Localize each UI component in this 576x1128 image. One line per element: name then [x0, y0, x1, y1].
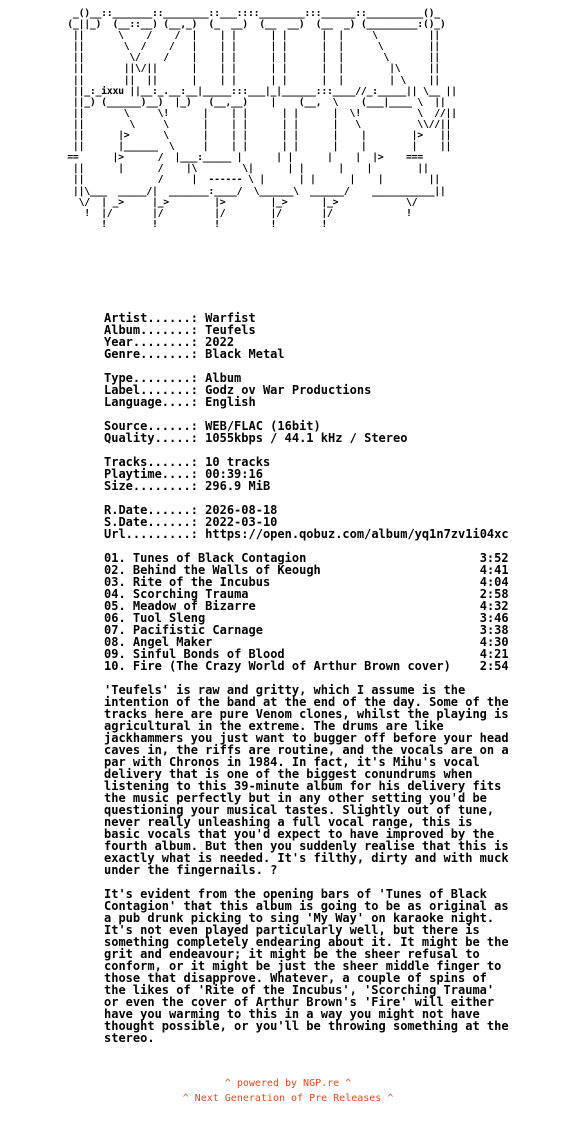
track-number: 10. [104, 659, 126, 673]
artist-value: Warfist [205, 311, 256, 325]
quality-value: 1055kbps / 44.1 kHz / Stereo [205, 431, 408, 445]
track-number: 08. [104, 635, 126, 649]
track-duration: 4:04 [479, 575, 509, 589]
track-duration: 3:46 [479, 611, 509, 625]
language-value: English [205, 395, 256, 409]
label-label: Label.......: [104, 383, 198, 397]
album-label: Album.......: [104, 323, 198, 337]
track-number: 05. [104, 599, 126, 613]
footer-tagline: ^ Next Generation of Pre Releases ^ [182, 1093, 394, 1104]
year-label: Year........: [104, 335, 198, 349]
playtime-label: Playtime....: [104, 467, 198, 481]
rdate-value: 2026-08-18 [205, 503, 278, 517]
label-value: Godz ov War Productions [205, 383, 372, 397]
track-number: 01. [104, 551, 126, 565]
track-duration: 4:41 [479, 563, 509, 577]
track-duration: 3:52 [479, 551, 509, 565]
tracklist [104, 552, 509, 672]
track-title: Behind the Walls of Keough [132, 563, 321, 577]
track-title: Meadow of Bizarre [132, 599, 256, 613]
review-paragraph-1: 'Teufels' is raw and gritty, which I assume is the intention of the band at the end of the day. Some of the tracks here are pure Venom clones, whilst the playing is agricultural in the extreme. The drums are like jackhammers you just want to bugger off before your head caves in, the riffs are routine, and the vocals are on a par with Chronos in 1984. In fact, it's Mihu's vocal delivery that is one of the biggest conundrums when listening to this 39-minute album for his delivery fits the music perfectly but in any other setting you'd be questioning your musical tastes. Slightly out of tune, never really unleashing a full vocal range, this is basic vocals that you'd expect to have improved by the fourth album. But then you suddenly realise that this is exactly what is needed. It's filthy, dirty and with muck under the fingernails. ? [104, 683, 509, 877]
track-title: Tuol Sleng [132, 611, 206, 625]
size-value: 296.9 MiB [205, 479, 271, 493]
track-duration: 3:38 [479, 623, 509, 637]
artist-label: Artist......: [104, 311, 198, 325]
url-value[interactable]: https://open.qobuz.com/album/yq1n7zv1i04xc [205, 527, 509, 541]
track-title: Pacifistic Carnage [132, 623, 263, 637]
album-value: Teufels [205, 323, 256, 337]
ascii-art-logo: _()__::_______::________::___::::________:::______::__________()_ (_||_) (__::__) (__,_) (_ __) (__ __) (__ _) (_________:()_) || \ / / | | | | | | | \ || || \ / / | | | | | | | \ || || \/ / | | | | | | | \ || || ||\/|| | | | | | | | |\ || || || || | | | | | | | | \ || ||_:_ixxu ||__:_.__:__|_____:::___|_|______:::____//_:_____|| \__ || ||_) (______)__) |_) (__,__) | (__, \ (___|____ \ || || \ \! | | | | | | \! \ //|| || \ \ | | | | | | \ \\//|| || |> \ | | | | | | | |> || || |______ \ | | | | | | | | || == |> / |___:_____ | | | | | |> === || | / |\ \| | | | | || || / | ------ \ | | | | | || ||\___ _____/| _______:____/ \______\ ______/ ___________|| \/ | _> |_> |> |_> |_> \/ ! |/ |/ |/ |/ |/ ! ! ! ! ! ! [67, 8, 457, 230]
type-label: Type........: [104, 371, 198, 385]
source-value: WEB/FLAC (16bit) [205, 419, 321, 433]
review-text [104, 684, 509, 1044]
track-padding [451, 659, 480, 673]
url-label: Url.........: [104, 527, 198, 541]
track-title: Fire (The Crazy World of Arthur Brown cover) [132, 659, 451, 673]
track-number: 03. [104, 575, 126, 589]
footer-powered-by: ^ powered by NGP.re ^ [224, 1078, 352, 1089]
sdate-label: S.Date......: [104, 515, 198, 529]
track-duration: 4:32 [479, 599, 509, 613]
track-duration: 4:30 [479, 635, 509, 649]
tracks-value: 10 tracks [205, 455, 271, 469]
track-duration: 4:21 [479, 647, 509, 661]
info-language-row [104, 396, 509, 408]
size-label: Size........: [104, 479, 198, 493]
track-title: Scorching Trauma [132, 587, 249, 601]
review-paragraph-2: It's evident from the opening bars of 'Tunes of Black Contagion' that this album is going to be as original as a pub drunk picking to sing 'My Way' on karaoke night. It's not even played particularly well, but there is something completely endearing about it. It might be the grit and endeavour; it might be the sheer refusal to conform, or it might be just the sheer middle finger to those that disapprove. Whatever, a couple of spins of the likes of 'Rite of the Incubus', 'Scorching Trauma' or even the cover of Arthur Brown's 'Fire' will either have you warming to this in a way you might not have thought possible, or you'll be throwing something at the stereo. [104, 887, 509, 1045]
track-number: 09. [104, 647, 126, 661]
tracks-label: Tracks......: [104, 455, 198, 469]
track-title: Rite of the Incubus [132, 575, 271, 589]
track-duration: 2:58 [479, 587, 509, 601]
genre-label: Genre.......: [104, 347, 198, 361]
footer [0, 1076, 576, 1106]
track-row [104, 660, 509, 672]
info-quality-row [104, 432, 509, 444]
playtime-value: 00:39:16 [205, 467, 263, 481]
track-title: Angel Maker [132, 635, 213, 649]
quality-label: Quality.....: [104, 431, 198, 445]
track-title: Tunes of Black Contagion [132, 551, 307, 565]
track-title: Sinful Bonds of Blood [132, 647, 285, 661]
track-number: 06. [104, 611, 126, 625]
rdate-label: R.Date......: [104, 503, 198, 517]
type-value: Album [205, 371, 242, 385]
track-number: 04. [104, 587, 126, 601]
track-number: 02. [104, 563, 126, 577]
language-label: Language....: [104, 395, 198, 409]
year-value: 2022 [205, 335, 235, 349]
track-duration: 2:54 [479, 659, 509, 673]
info-size-row [104, 480, 509, 492]
sdate-value: 2022-03-10 [205, 515, 278, 529]
track-number: 07. [104, 623, 126, 637]
info-genre-row [104, 348, 509, 360]
genre-value: Black Metal [205, 347, 285, 361]
source-label: Source......: [104, 419, 198, 433]
info-url-row [104, 528, 509, 540]
release-info [104, 312, 509, 672]
